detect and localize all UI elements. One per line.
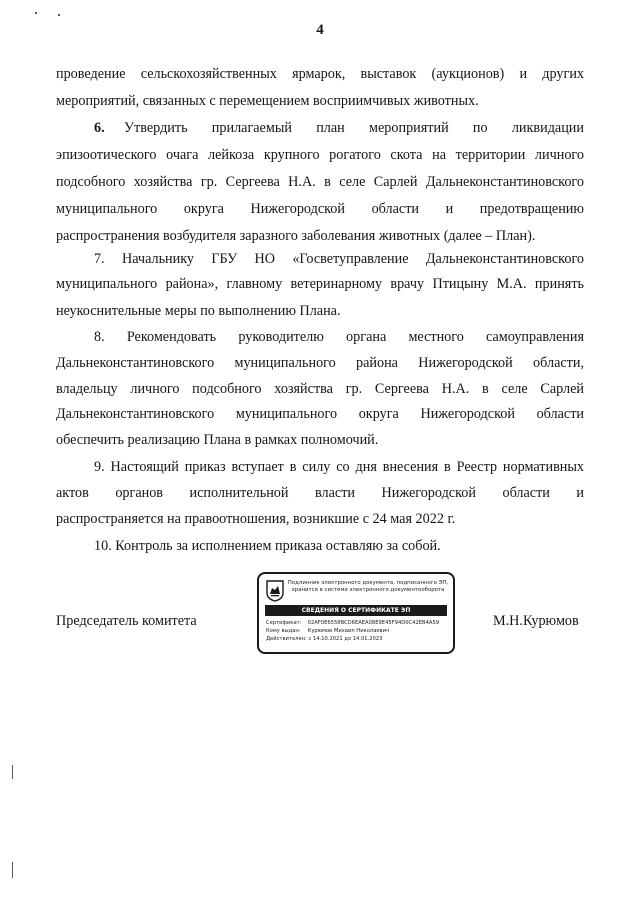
signatory-name: М.Н.Курюмов	[493, 613, 579, 629]
text-line: 7. Начальнику ГБУ НО «Госветуправление Дальнеконстантиновского	[94, 251, 584, 267]
stamp-note: Подлинник электронного документа, подписанного ЭП, хранится в системе электронного документооборота	[287, 580, 449, 593]
valid-value: с 14.10.2021 до 14.01.2023	[308, 636, 383, 642]
text-line: мероприятий, связанных с перемещением восприимчивых животных.	[56, 93, 479, 109]
text-line: муниципального района», главному ветеринарному врачу Птицыну М.А. принять	[56, 276, 584, 292]
text-line: 10. Контроль за исполнением приказа оставляю за собой.	[94, 538, 441, 554]
scan-speck	[12, 765, 13, 779]
stamp-valid-row	[266, 635, 450, 643]
text-line: неукоснительные меры по выполнению Плана.	[56, 303, 341, 319]
text-line: владельцу личного подсобного хозяйства гр. Сергеева Н.А. в селе Сарлей	[56, 381, 584, 397]
coat-of-arms-icon	[266, 580, 284, 602]
scan-speck	[58, 14, 60, 16]
scan-speck	[12, 862, 13, 878]
signatory-position: Председатель комитета	[56, 613, 197, 629]
cert-value: 02AF0E6558BCD6EAEA08E9E45F94D0C42EB4A59	[307, 620, 440, 626]
text-line: 9. Настоящий приказ вступает в силу со дня внесения в Реестр нормативных	[94, 459, 584, 475]
owner-value: Курюмов Михаил Николаевич	[307, 628, 390, 634]
stamp-cert-row	[266, 619, 450, 627]
text-line: Дальнеконстантиновского муниципального района Нижегородской области,	[56, 355, 584, 371]
text-line: распространения возбудителя заразного заболевания животных (далее – План).	[56, 228, 536, 244]
text-line: актов органов исполнительной власти Нижегородской области и	[56, 485, 584, 501]
item-text: Утвердить прилагаемый план мероприятий по ликвидации	[124, 120, 584, 136]
text-line: Дальнеконстантиновского муниципального округа Нижегородской области	[56, 406, 584, 422]
electronic-signature-stamp	[257, 572, 455, 654]
owner-label: Кому выдан:	[266, 628, 301, 634]
text-line: распространяется на правоотношения, возникшие с 24 мая 2022 г.	[56, 511, 456, 527]
stamp-banner: СВЕДЕНИЯ О СЕРТИФИКАТЕ ЭП	[265, 605, 447, 616]
item-number: 6.	[94, 120, 105, 136]
text-line: муниципального округа Нижегородской области и предотвращению	[56, 201, 584, 217]
text-line: эпизоотического очага лейкоза крупного рогатого скота на территории личного	[56, 147, 584, 163]
cert-label: Сертификат:	[266, 620, 302, 626]
scan-speck	[35, 12, 37, 14]
text-line: 8. Рекомендовать руководителю органа местного самоуправления	[94, 329, 584, 345]
text-line: обеспечить реализацию Плана в рамках полномочий.	[56, 432, 379, 448]
text-line: проведение сельскохозяйственных ярмарок, выставок (аукционов) и других	[56, 66, 584, 82]
valid-label: Действителен:	[266, 636, 307, 642]
text-line	[94, 118, 584, 138]
stamp-owner-row	[266, 627, 450, 635]
page-number: 4	[316, 22, 324, 38]
text-line: подсобного хозяйства гр. Сергеева Н.А. в селе Сарлей Дальнеконстантиновского	[56, 174, 584, 190]
